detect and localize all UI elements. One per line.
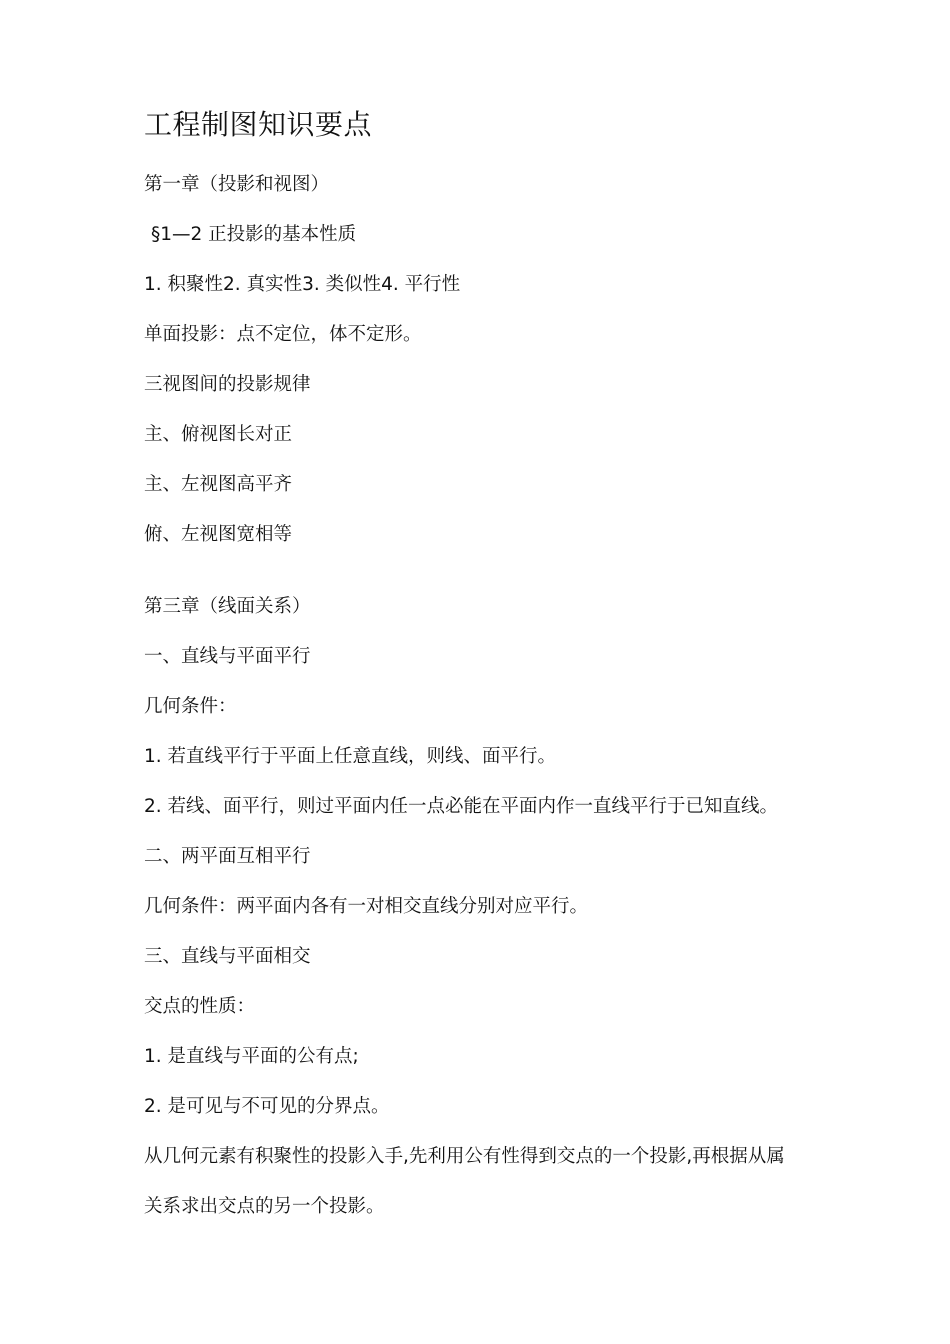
geometric-condition-label: 几何条件： xyxy=(144,696,237,717)
chapter-3-heading: 第三章（线面关系） xyxy=(144,596,311,617)
rule-length-aligned: 主、俯视图长对正 xyxy=(144,424,293,445)
three-view-rules-heading: 三视图间的投影规律 xyxy=(144,374,311,395)
single-projection-note: 单面投影：点不定位，体不定形。 xyxy=(144,324,422,345)
intersection-property-1: 1. 是直线与平面的公有点; xyxy=(144,1046,359,1067)
document-title: 工程制图知识要点 xyxy=(144,108,373,141)
section-line-plane-parallel: 一、直线与平面平行 xyxy=(144,646,311,667)
section-planes-parallel: 二、两平面互相平行 xyxy=(144,846,311,867)
section-1-2-heading: §1—2 正投影的基本性质 xyxy=(151,224,357,245)
condition-item-1: 1. 若直线平行于平面上任意直线，则线、面平行。 xyxy=(144,746,557,767)
rule-width-equal: 俯、左视图宽相等 xyxy=(144,524,293,545)
intersection-property-2: 2. 是可见与不可见的分界点。 xyxy=(144,1096,390,1117)
method-paragraph-line-1: 从几何元素有积聚性的投影入手,先利用公有性得到交点的一个投影,再根据从属 xyxy=(144,1146,785,1167)
rule-height-level: 主、左视图高平齐 xyxy=(144,474,293,495)
condition-item-2: 2. 若线、面平行，则过平面内任一点必能在平面内作一直线平行于已知直线。 xyxy=(144,796,779,817)
method-paragraph-line-2: 关系求出交点的另一个投影。 xyxy=(144,1196,385,1217)
chapter-1-heading: 第一章（投影和视图） xyxy=(144,174,330,195)
planes-parallel-condition: 几何条件：两平面内各有一对相交直线分别对应平行。 xyxy=(144,896,589,917)
intersection-properties-label: 交点的性质： xyxy=(144,996,256,1017)
projection-properties-line: 1. 积聚性2. 真实性3. 类似性4. 平行性 xyxy=(144,274,461,295)
section-line-plane-intersect: 三、直线与平面相交 xyxy=(144,946,311,967)
